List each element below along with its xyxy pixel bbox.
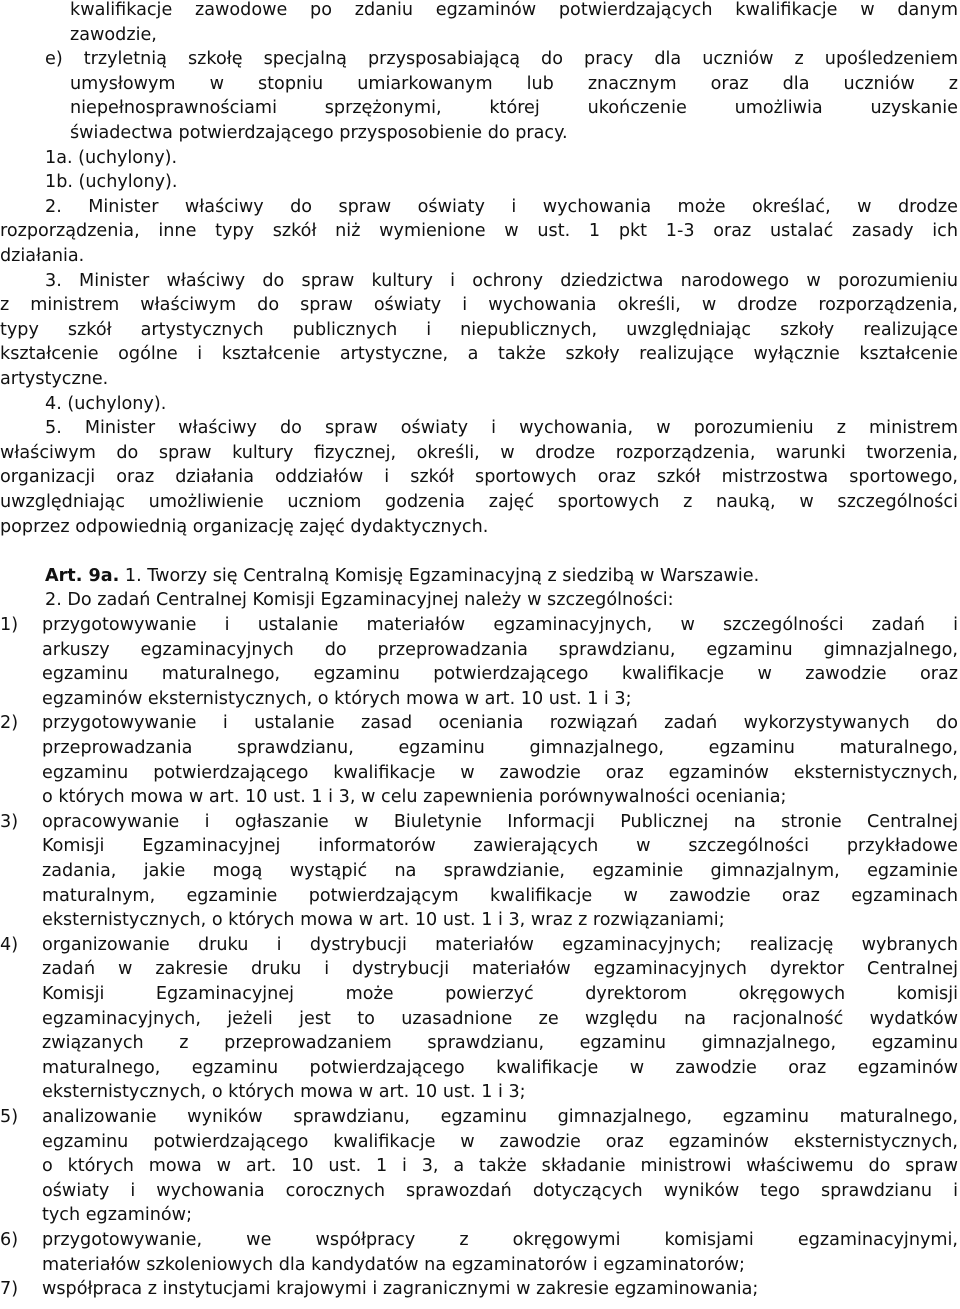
list-number: 6) (0, 1230, 19, 1250)
line-text: maturalnego, egzaminu potwierdzającego kwalifikacje w zawodzie oraz egzaminów (42, 1057, 958, 1078)
text-line (42, 638, 958, 662)
text-line (0, 465, 958, 489)
text-line (42, 908, 958, 932)
list-number: 3) (0, 811, 19, 832)
text-line (0, 810, 958, 834)
text-line (42, 1007, 958, 1031)
text-line (0, 515, 958, 539)
text-line (0, 293, 958, 317)
text-line (42, 1080, 958, 1104)
line-text: poprzez odpowiednią organizację zajęć dydaktycznych. (0, 516, 489, 537)
line-text: umysłowym w stopniu umiarkowanym lub znacznym oraz dla uczniów z (70, 73, 958, 94)
line-text: Komisji Egzaminacyjnej może powierzyć dyrektorom okręgowych komisji (42, 984, 958, 1004)
text-line (45, 47, 958, 71)
text-line (42, 1130, 958, 1154)
line-text: egzaminacyjnych, jeżeli jest to uzasadnione ze względu na racjonalność wydatków (42, 1008, 958, 1029)
line-text: rozporządzenia, inne typy szkół niż wymienione w ust. 1 pkt 1-3 oraz ustalać zasady ich (0, 221, 958, 242)
line-text: o których mowa w art. 10 ust. 1 i 3, w celu zapewnienia porównywalności oceniania; (42, 787, 787, 808)
line-text: arkuszy egzaminacyjnych do przeprowadzania sprawdzianu, egzaminu gimnazjalnego, (42, 639, 958, 660)
line-text: 4. (uchylony). (45, 393, 167, 414)
text-line (45, 269, 958, 293)
text-line (42, 957, 958, 981)
text-line (42, 1154, 958, 1178)
text-line (45, 416, 958, 440)
line-text: 1b. (uchylony). (45, 172, 178, 193)
line-text: uwzględniając umożliwienie uczniom godzenia zajęć sportowych z nauką, w szczególności (0, 492, 958, 512)
list-number: 1) (0, 615, 19, 635)
text-line (42, 884, 958, 908)
line-text: działania. (0, 246, 85, 266)
line-text: organizowanie druku i dystrybucji materiałów egzaminacyjnych; realizację wybranych (42, 934, 958, 955)
text-line (45, 564, 958, 588)
line-text: artystyczne. (0, 369, 109, 389)
line-text: e) trzyletnią szkołę specjalną przysposabiającą do pracy dla uczniów z upośledzeniem (45, 49, 958, 70)
line-text: organizacji oraz działania oddziałów i szkół sportowych oraz szkół mistrzostwa sportowego, (0, 467, 958, 488)
line-text: Komisji Egzaminacyjnej informatorów zawierających w szczególności przykładowe (42, 836, 958, 857)
text-line (42, 982, 958, 1006)
article-label: Art. 9a. (45, 565, 120, 586)
list-number: 2) (0, 713, 19, 734)
line-text: eksternistycznych, o których mowa w art. 10 ust. 1 i 3, wraz z rozwiązaniami; (42, 910, 725, 931)
text-line (42, 687, 958, 711)
line-text: tych egzaminów; (42, 1205, 192, 1226)
line-text: przygotowywanie i ustalanie materiałów egzaminacyjnych, w szczególności zadań i (42, 615, 958, 635)
text-line (45, 392, 958, 416)
text-line (0, 613, 958, 637)
line-text: 1a. (uchylony). (45, 147, 178, 168)
line-text: eksternistycznych, o których mowa w art. 10 ust. 1 i 3; (42, 1082, 526, 1103)
text-line (0, 1228, 958, 1252)
text-line (0, 933, 958, 957)
line-text: właściwym do spraw kultury fizycznej, określi, w drodze rozporządzenia, warunki tworzenia, (0, 442, 958, 463)
line-text: egzaminów eksternistycznych, o których mowa w art. 10 ust. 1 i 3; (42, 688, 632, 709)
text-line (0, 219, 958, 243)
text-line (42, 1031, 958, 1055)
line-text: 5. Minister właściwy do spraw oświaty i wychowania, w porozumieniu z ministrem (45, 418, 958, 439)
text-line (42, 662, 958, 686)
line-text: kształcenie ogólne i kształcenie artystyczne, a także szkoły realizujące wyłącznie kształcenie (0, 344, 958, 365)
text-line (45, 146, 958, 170)
line-text: opracowywanie i ogłaszanie w Biuletynie Informacji Publicznej na stronie Centralnej (42, 811, 958, 832)
line-text: przygotowywanie, we współpracy z okręgowymi komisjami egzaminacyjnymi, (42, 1230, 958, 1250)
line-text: zadania, jakie mogą wystąpić na sprawdzianie, egzaminie gimnazjalnym, egzaminie (42, 861, 958, 881)
line-text: kwalifikacje zawodowe po zdaniu egzaminów potwierdzających kwalifikacje w danym (70, 0, 958, 20)
line-text: współpraca z instytucjami krajowymi i zagranicznymi w zakresie egzaminowania; (42, 1279, 759, 1300)
line-text: niepełnosprawnościami sprzężonymi, której ukończenie umożliwia uzyskanie (70, 98, 958, 119)
text-line (0, 441, 958, 465)
text-line (42, 834, 958, 858)
line-text: oświaty i wychowania corocznych sprawozdań dotyczących wyników tego sprawdzianu i (42, 1180, 958, 1201)
text-line (42, 1179, 958, 1203)
text-line (42, 736, 958, 760)
line-text: typy szkół artystycznych publicznych i niepublicznych, uwzględniając szkoły realizujące (0, 319, 958, 340)
line-text: egzaminu potwierdzającego kwalifikacje w zawodzie oraz egzaminów eksternistycznych, (42, 762, 958, 783)
text-line (42, 1253, 958, 1277)
text-line (45, 170, 958, 194)
line-text: świadectwa potwierdzającego przysposobienie do pracy. (70, 123, 568, 143)
line-text: materiałów szkoleniowych dla kandydatów na egzaminatorów i egzaminatorów; (42, 1254, 745, 1275)
text-line (45, 588, 958, 612)
text-line (0, 244, 958, 268)
text-line (45, 195, 958, 219)
text-line (70, 121, 958, 145)
text-line (70, 23, 958, 47)
text-line (42, 1056, 958, 1080)
line-text: 2. Minister właściwy do spraw oświaty i wychowania może określać, w drodze (45, 196, 958, 217)
text-line (42, 761, 958, 785)
text-line (0, 367, 958, 391)
text-line (42, 859, 958, 883)
line-text: o których mowa w art. 10 ust. 1 i 3, a także składanie ministrowi właściwemu do spraw (42, 1156, 958, 1177)
line-text: z ministrem właściwym do spraw oświaty i wychowania określi, w drodze rozporządzenia, (0, 295, 958, 316)
line-text: 1. Tworzy się Centralną Komisję Egzaminacyjną z siedzibą w Warszawie. (119, 565, 760, 586)
line-text: przygotowywanie i ustalanie zasad oceniania rozwiązań zadań wykorzystywanych do (42, 713, 958, 734)
line-text: egzaminu maturalnego, egzaminu potwierdzającego kwalifikacje w zawodzie oraz (42, 664, 958, 685)
line-text: zadań w zakresie druku i dystrybucji materiałów egzaminacyjnych dyrektor Centralnej (42, 959, 958, 980)
text-line (0, 318, 958, 342)
text-line (70, 0, 958, 22)
text-line (0, 711, 958, 735)
text-line (70, 72, 958, 96)
text-line (0, 490, 958, 514)
text-line (0, 342, 958, 366)
line-text: 3. Minister właściwy do spraw kultury i ochrony dziedzictwa narodowego w porozumieniu (45, 270, 958, 291)
text-line (70, 96, 958, 120)
list-number: 4) (0, 934, 19, 955)
text-line (0, 1277, 958, 1301)
line-text: związanych z przeprowadzaniem sprawdzianu, egzaminu gimnazjalnego, egzaminu (42, 1033, 958, 1054)
line-text: maturalnym, egzaminie potwierdzającym kwalifikacje w zawodzie oraz egzaminach (42, 885, 958, 906)
text-line (42, 785, 958, 809)
line-text: 2. Do zadań Centralnej Komisji Egzaminacyjnej należy w szczególności: (45, 590, 674, 611)
line-text: analizowanie wyników sprawdzianu, egzaminu gimnazjalnego, egzaminu maturalnego, (42, 1107, 958, 1127)
line-text: zawodzie, (70, 24, 157, 45)
line-text: egzaminu potwierdzającego kwalifikacje w zawodzie oraz egzaminów eksternistycznych, (42, 1131, 958, 1152)
text-line (0, 1105, 958, 1129)
list-number: 7) (0, 1279, 19, 1300)
text-line (42, 1203, 958, 1227)
text-line (0, 539, 958, 563)
line-text: przeprowadzania sprawdzianu, egzaminu gimnazjalnego, egzaminu maturalnego, (42, 738, 958, 758)
list-number: 5) (0, 1107, 19, 1127)
